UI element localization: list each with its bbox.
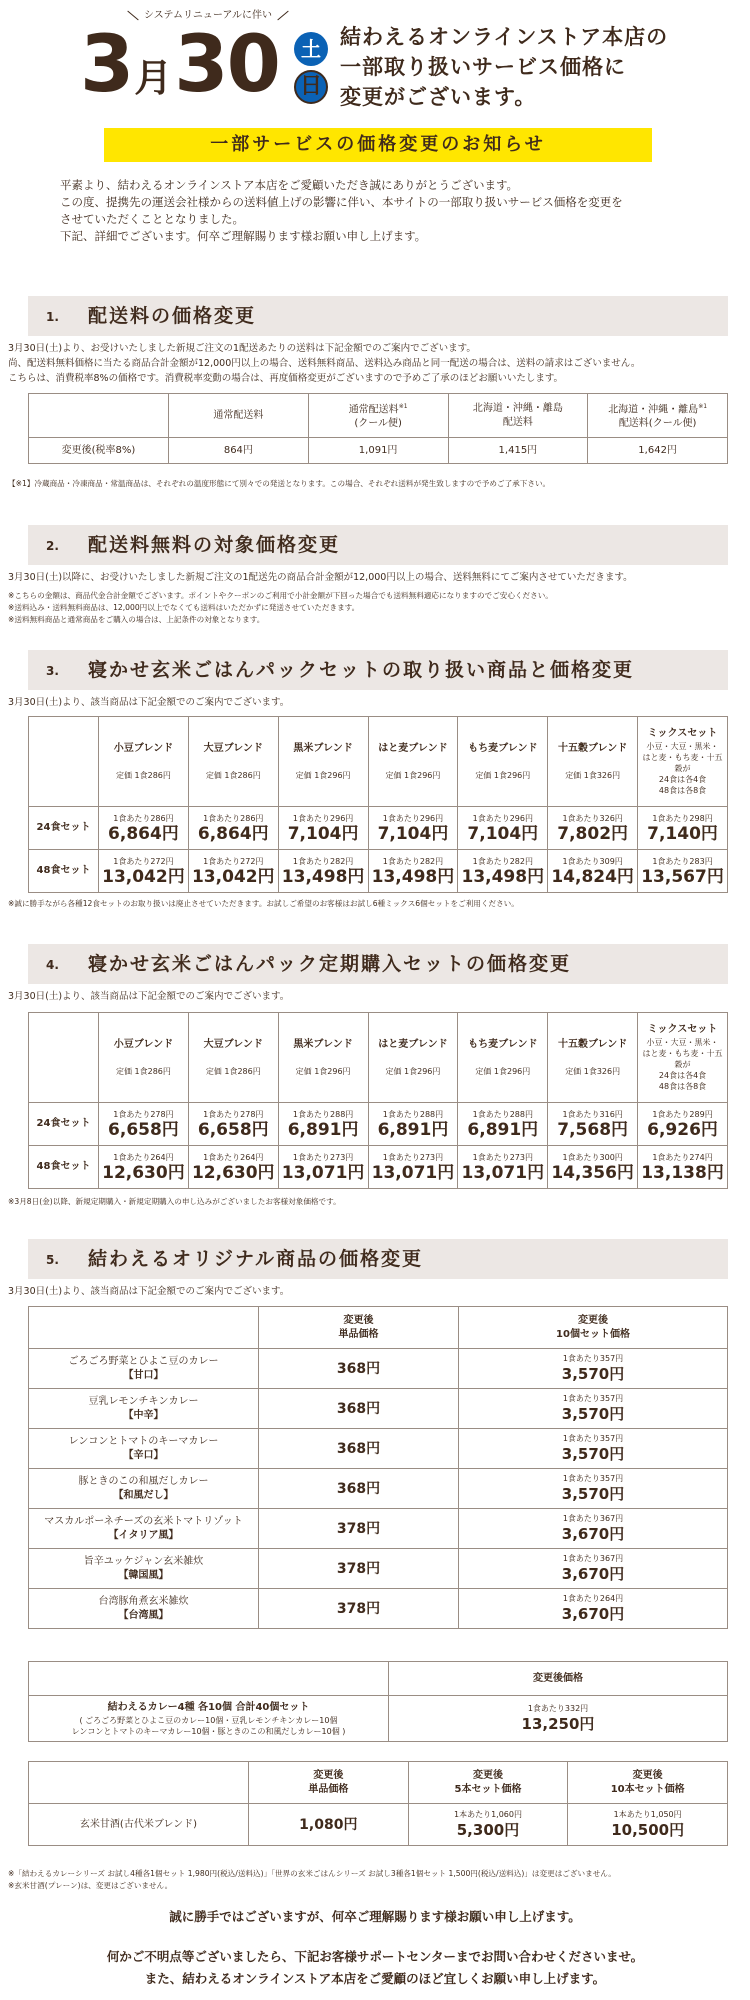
notice-banner: 一部サービスの価格変更のお知らせ	[104, 128, 652, 162]
change-date	[80, 20, 279, 120]
sec1-note: 【※1】冷蔵商品・冷凍商品・常温商品は、それぞれの温度形態にて別々での発送となります。この場合、それぞれ送料が発生致しますので予めご了承下さい。	[8, 479, 551, 488]
product-head: 小豆ブレンド 定価 1食286円	[99, 717, 189, 807]
intro-line: この度、提携先の運送会社様からの送料値上げの影響に伴い、本サイトの一部取り扱いサービス価格を変更を	[60, 195, 623, 209]
section-title: 配送料無料の対象価格変更	[88, 534, 341, 556]
sec1-text	[8, 341, 742, 386]
fee-value: 1,091円	[308, 438, 448, 464]
note-line: ※「結わえるカレーシリーズ お試し4種各1個セット 1,980円(税込/送料込)」「世界の玄米ごはんシリーズ お試し3種各1個セット 1,500円(税込/送料込)」は変更はございません。	[8, 1869, 616, 1878]
table-row: 48食セット 1食あたり272円 13,042円 1食あたり272円 13,042円 1食あたり282円 13,498円 1食あたり282円 13,498円 1食あたり282円 13,498円 1食あたり309円 14,824円 1食あたり283円 13,567円	[29, 850, 728, 893]
note-line: ※送料込み・送料無料商品は、12,000円以上でなくても送料はいただかずに発送させていただきます。	[8, 603, 360, 612]
product-head-mix: ミックスセット 小豆・大豆・黒米・ はと麦・もち麦・十五穀が 24食は各4食 48食は各8食	[638, 717, 728, 807]
section-title: 配送料の価格変更	[88, 305, 257, 327]
section-number: 5.	[46, 1253, 59, 1267]
th-ten: 変更後 10個セット価格	[459, 1307, 728, 1349]
lead-line: 一部取り扱いサービス価格に	[340, 55, 626, 79]
table-row: レンコンとトマトのキーマカレー 【辛口】 368円 1食あたり357円 3,570円	[29, 1429, 728, 1469]
product-head: はと麦ブレンド 定価 1食296円	[368, 1013, 458, 1103]
pack-set-table	[28, 716, 728, 893]
section-title: 寝かせ玄米ごはんパックセットの取り扱い商品と価格変更	[88, 659, 635, 681]
table-row: マスカルポーネチーズの玄米トマトリゾット 【イタリア風】 378円 1食あたり367円 3,670円	[29, 1509, 728, 1549]
text-line: 3月30日(土)より、お受けいたしました新規ご注文の1配送あたりの送料は下記金額でのご案内でございます。	[8, 343, 476, 354]
sec3-note: ※誠に勝手ながら各種12食セットのお取り扱いは廃止させていただきます。お試しご希望のお客様はお試し6種ミックス6個セットをご利用ください。	[8, 899, 519, 908]
closing-apology: 誠に勝手ではございますが、何卒ご理解賜ります様お願い申し上げます。	[169, 1909, 581, 1924]
section-number: 3.	[46, 664, 59, 678]
th-single: 変更後 単品価格	[259, 1307, 459, 1349]
subscription-table	[28, 1012, 728, 1189]
product-head: 大豆ブレンド 定価 1食286円	[188, 717, 278, 807]
th-amazake: 変更後 5本セット価格	[408, 1762, 568, 1804]
intro-line: させていただくこととなりました。	[60, 212, 244, 226]
curry-set-table	[28, 1661, 728, 1742]
product-head: 黒米ブレンド 定価 1食296円	[278, 1013, 368, 1103]
closing-line: 何かご不明点等ございましたら、下記お客様サポートセンターまでお問い合わせくださいませ。	[106, 1949, 644, 1964]
th-amazake: 変更後 単品価格	[249, 1762, 409, 1804]
sec3-text: 3月30日(土)より、該当商品は下記金額でのご案内でございます。	[8, 697, 290, 708]
section-number: 1.	[46, 310, 59, 324]
table-row: 結わえるカレー4種 各10個 合計40個セット ( ごろごろ野菜とひよこ豆のカレー10個・豆乳レモンチキンカレー10個 レンコンとトマトのキーマカレー10個・豚ときのこの和風だしカレー10個 ) 1食あたり332円 13,250円	[29, 1696, 728, 1742]
th-amazake: 変更後 10本セット価格	[568, 1762, 728, 1804]
product-head: もち麦ブレンド 定価 1食296円	[458, 717, 548, 807]
hero-header	[0, 0, 750, 135]
th-curry-set: 変更後価格	[389, 1662, 728, 1696]
date-day: 30	[174, 20, 279, 110]
lead-line: 変更がございます。	[340, 85, 537, 109]
sec5-text: 3月30日(土)より、該当商品は下記金額でのご案内でございます。	[8, 1286, 290, 1297]
table-row: 48食セット 1食あたり264円 12,630円 1食あたり264円 12,630円 1食あたり273円 13,071円 1食あたり273円 13,071円 1食あたり273円 13,071円 1食あたり300円 14,356円 1食あたり274円 13,138円	[29, 1146, 728, 1189]
section-number: 4.	[46, 958, 59, 972]
date-month: 3	[80, 20, 133, 110]
section-1-header	[28, 296, 728, 336]
section-4-header	[28, 944, 728, 984]
section-2-header	[28, 525, 728, 565]
product-head: 大豆ブレンド 定価 1食286円	[188, 1013, 278, 1103]
product-head: 黒米ブレンド 定価 1食296円	[278, 717, 368, 807]
note-line: ※玄米甘酒(プレーン)は、変更はございません。	[8, 1881, 173, 1890]
text-line: 尚、配送料無料価格に当たる商品合計金額が12,000円以上の場合、送料無料商品、送料込み商品と同一配送の場合は、送料の請求はございません。	[8, 358, 641, 369]
lead-line: 結わえるオンラインストア本店の	[340, 25, 669, 49]
row-label: 変更後(税率8%)	[29, 438, 169, 464]
day-of-week-badge	[294, 32, 328, 104]
table-row: ごろごろ野菜とひよこ豆のカレー 【甘口】 368円 1食あたり357円 3,570円	[29, 1349, 728, 1389]
intro-line: 下記、詳細でございます。何卒ご理解賜ります様お願い申し上げます。	[60, 229, 427, 243]
sec4-text: 3月30日(土)より、該当商品は下記金額でのご案内でございます。	[8, 991, 290, 1002]
table-row: 24食セット 1食あたり286円 6,864円 1食あたり286円 6,864円 1食あたり296円 7,104円 1食あたり296円 7,104円 1食あたり296円 7,104円 1食あたり326円 7,802円 1食あたり298円 7,140円	[29, 807, 728, 850]
lead-text	[340, 22, 740, 112]
closing-contact	[0, 1946, 750, 1990]
closing-line: また、結わえるオンラインストア本店をご愛顧のほど宜しくお願い申し上げます。	[144, 1971, 606, 1986]
sec2-notes	[8, 590, 742, 626]
table-row: 玄米甘酒(古代米ブレンド) 1,080円 1本あたり1,060円 5,300円 1本あたり1,050円 10,500円	[29, 1804, 728, 1846]
system-note: システムリニューアルに伴い	[108, 6, 308, 21]
holiday-box: 日	[294, 70, 328, 104]
sec5-notes	[8, 1868, 742, 1892]
section-title: 寝かせ玄米ごはんパック定期購入セットの価格変更	[88, 953, 572, 975]
date-month-kanji: 月	[134, 56, 173, 100]
table-row: 台湾豚角煮玄米雑炊 【台湾風】 378円 1食あたり264円 3,670円	[29, 1589, 728, 1629]
shipping-fee-table	[28, 393, 728, 464]
note-line: ※こちらの金額は、商品代金合計金額でございます。ポイントやクーポンのご利用で小計金額が下回った場合でも送料無料適応になりますのでご安心ください。	[8, 591, 553, 600]
table-row: 24食セット 1食あたり278円 6,658円 1食あたり278円 6,658円 1食あたり288円 6,891円 1食あたり288円 6,891円 1食あたり288円 6,891円 1食あたり316円 7,568円 1食あたり289円 6,926円	[29, 1103, 728, 1146]
table-row: 旨辛ユッケジャン玄米雑炊 【韓国風】 378円 1食あたり367円 3,670円	[29, 1549, 728, 1589]
product-head: 十五穀ブレンド 定価 1食326円	[548, 1013, 638, 1103]
fee-value: 1,642円	[588, 438, 728, 464]
table-row: 豆乳レモンチキンカレー 【中辛】 368円 1食あたり357円 3,570円	[29, 1389, 728, 1429]
product-head: 十五穀ブレンド 定価 1食326円	[548, 717, 638, 807]
text-line: こちらは、消費税率8%の価格です。消費税率変動の場合は、再度価格変更がございますので予めご了承のほどお願いいたします。	[8, 373, 564, 384]
product-head: 小豆ブレンド 定価 1食286円	[99, 1013, 189, 1103]
note-line: ※送料無料商品と通常商品をご購入の場合は、上記条件の対象となります。	[8, 615, 265, 624]
section-3-header	[28, 650, 728, 690]
table-row: 豚ときのこの和風だしカレー 【和風だし】 368円 1食あたり357円 3,570円	[29, 1469, 728, 1509]
amazake-table	[28, 1761, 728, 1846]
section-number: 2.	[46, 539, 59, 553]
th-remote: 北海道・沖縄・離島 配送料	[448, 394, 588, 438]
section-5-header	[28, 1239, 728, 1279]
fee-value: 1,415円	[448, 438, 588, 464]
product-head-mix: ミックスセット 小豆・大豆・黒米・ はと麦・もち麦・十五穀が 24食は各4食 48食は各8食	[638, 1013, 728, 1103]
fee-value: 864円	[169, 438, 309, 464]
sec4-note: ※3月8日(金)以降、新規定期購入・新規定期購入の申し込みがございましたお客様対象価格です。	[8, 1197, 341, 1206]
intro-text	[60, 177, 710, 245]
th-cool: 通常配送料$^{※1}$ (クール便)	[308, 394, 448, 438]
intro-line: 平素より、結わえるオンラインストア本店をご愛顧いただき誠にありがとうございます。	[60, 178, 519, 192]
product-head: はと麦ブレンド 定価 1食296円	[368, 717, 458, 807]
sec2-text: 3月30日(土)以降に、お受けいたしました新規ご注文の1配送先の商品合計金額が12,000円以上の場合、送料無料にてご案内させていただきます。	[8, 572, 633, 583]
section-title: 結わえるオリジナル商品の価格変更	[88, 1248, 424, 1270]
original-products-table	[28, 1306, 728, 1629]
th-normal: 通常配送料	[169, 394, 309, 438]
product-head: もち麦ブレンド 定価 1食296円	[458, 1013, 548, 1103]
th-remote-cool: 北海道・沖縄・離島$^{※1}$ 配送料(クール便)	[588, 394, 728, 438]
dow-circle: 土	[294, 32, 328, 66]
